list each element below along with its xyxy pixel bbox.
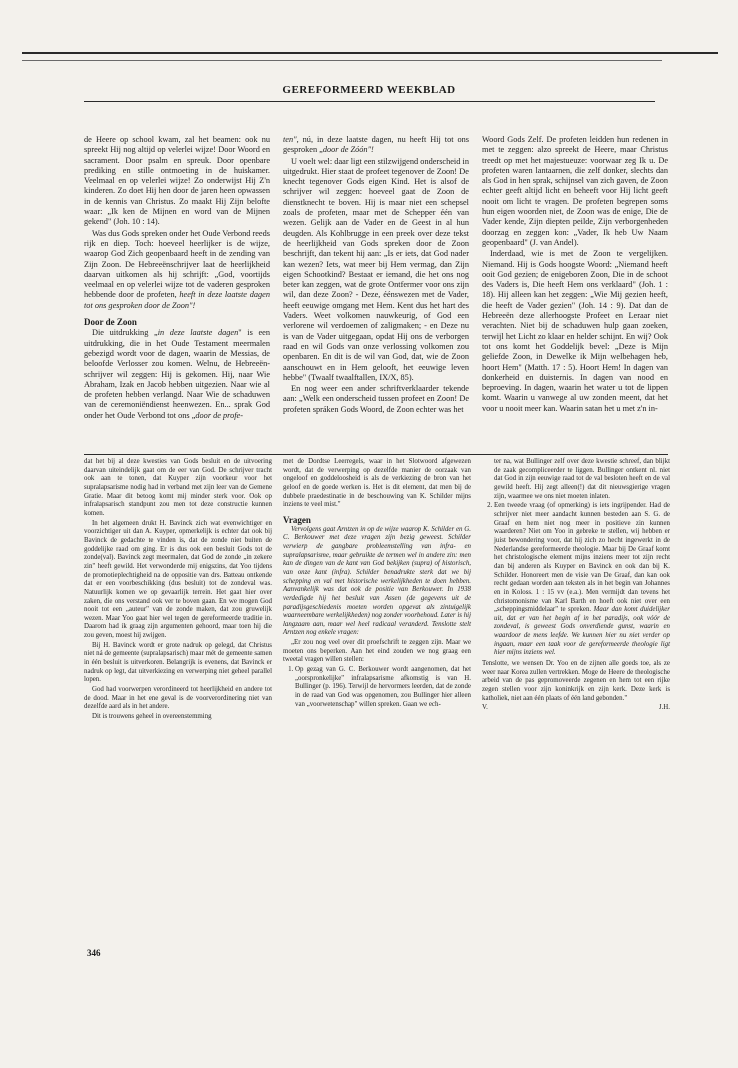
section-rule	[84, 454, 668, 455]
section-heading: Door de Zoon	[84, 317, 137, 328]
paragraph: Inderdaad, wie is met de Zoon te vergelijken. Niemand. Hij is Gods hoogste Woord: „Niemand heeft ooit God gezien; de enigeboren Zoon, Die in de schoot des Vaders is, Die heeft Hem ons verklaard" (Joh. 1 : 18). Hij alleen kan het zeggen: „Wie Mij gezien heeft, die heeft de Vader gezien" (Joh. 14 : 9). Dat dan de Hebreeën deze allerhoogste Profeet en Leraar niet verachten. Niet bij de schaduwen hulp gaan zoeken, terwijl het Licht zo klaar en helder schijnt. En wij? Ook tot ons komt het Goddelijk bevel: „Deze is Mijn geliefde Zoon, in Dewelke ik Mijn welbehagen heb, hoort Hem" (Matth. 17 : 5). Hoort Hem! In dagen van donkerheid en duisternis. In dagen van nood en beproeving. In dagen, waarin het water u tot de lippen komt. Waarin u vanwege al uw zonden meent, dat het voor u nooit meer kan. Waarin satan het u met z'n in-	[482, 249, 668, 413]
question-list-continued	[482, 502, 670, 658]
section-heading: Vragen	[283, 514, 311, 525]
paragraph: Vervolgens gaat Arntzen in op de wijze waarop K. Schilder en G. C. Berkouwer met deze vragen zijn bezig geweest. Schilder verwierp de gangbare probleemstelling van infra- en supralapsarisme, maar gebruikte de termen wel in andere zin: men kan de dingen van de kant van God bekijken (supra) of historisch, van onze kant (infra). Schilder benadrukte sterk dat we bij schepping en val met historische werkelijkheden te doen hebben. Aanvankelijk was dat ook de positie van Berkouwer. In 1938 verdedigde hij het besluit van Assen (de gegevens uit de paradijsgeschiedenis moeten worden opgevat als zintuigelijk waarneembare werkelijkheden) nog zonder voorbehoud. Later is hij langzaam aan, maar wel heel radicaal veranderd. Tenslotte stelt Arntzen nog enkele vragen:	[283, 525, 471, 637]
paragraph: Bij H. Bavinck wordt er grote nadruk op gelegd, dat Christus niet ná de gemeente (supralapsarisch) maar mét de gemeente samen in één besluit is uitverkoren. Belangrijk is evenens, dat Bavinck er nadruk op legt, dat uitverkiezing en verwerping niet geheel parallel lopen.	[84, 641, 272, 684]
paragraph: met de Dordtse Leerregels, waar in het Slotwoord afgewezen wordt, dat de verwerping op dezelfde manier de oorzaak van ongeloof en goddeloosheid is als de verkiezing de bron van het geloof en de goede werken is. Het is dit element, dat men bij de dubbele praedestinatie in de beschouwing van K. Schilder mijns inziens te veel mist."	[283, 458, 471, 509]
paragraph: U voelt wel: daar ligt een stilzwijgend onderscheid in uitgedrukt. Hier staat de profeet tegenover de Zoon! De knecht tegenover Gods eigen Kind. Het is alsof de schrijver wil zeggen: hoeveel gaat de Zoon de dienstknecht te boven. Hij is maar niet een schepsel zoals de profeten, maar met de Schepper één van wezen. Gelijk aan de Vader en de Geest in al hun deugden. Als Kohlbrugge in een preek over deze tekst de heerlijkheid van Gods spreken door de Zoon beschrijft, dan tekent hij aan: „Is er iets, dat God nader kan wezen? Iets, wat meer bij Hem vermag, dan Zijn eigen Schootkind? Bestaat er iemand, die het ons nog beter kan zeggen, wat de grote Ontfermer voor ons zijn wil, dan deze Zoon? - Deze, éénswezen met de Vader, heeft eeuwige omgang met Hem. Kent dus het hart des Vaders. Weet volkomen nauwkeurig, of God een verlorene wil verdoemen of zaligmaken; - en Deze nu is van de Vader uitgegaan, opdat Hij ons de verborgen raad en wil Gods van onze verlossing volkomen zou openbaren. En dit is de wil van God, dat, wie de Zoon aanschouwt en in Hem gelooft, het eeuwige leven hebbe" (Twaalf twaalftallen, IX/X, 85).	[283, 156, 469, 382]
paragraph: de Heere op school kwam, zal het beamen: ook nu spreekt Hij nog altijd op velerlei wijze! Door Woord en sacrament. Door psalm en spreuk. Door openbare prediking en stille ontmoeting in de huiskamer. Veelmaal en op velerlei wijze! Zo onderwijst Hij Z'n kinderen. Zo doet Hij hen door de jaren heen opwassen in de kennis van Christus. Zo maakt Hij Zijn belofte waar: „Ik ken de Mijnen en word van de Mijnen gekend" (Joh. 10 : 14).	[84, 135, 270, 227]
top-column-2	[283, 135, 469, 416]
page-header: GEREFORMEERD WEEKBLAD	[282, 84, 456, 96]
signature-left: V.	[482, 704, 488, 712]
list-item: 1. Op gezag van G. C. Berkouwer wordt aangenomen, dat het „oorspronkelijke" infralapsarisme afkomstig is van H. Bullinger (p. 196). Terwijl de hervormers leerden, dat de zonde in de raad van God was opgenomen, zou Bullinger hier alleen van „voorwetenschap" willen spreken. Gaan we ech-	[295, 666, 471, 709]
paragraph: Woord Gods Zelf. De profeten leidden hun redenen in met te zeggen: alzo spreekt de Heere, maar Christus treedt op met het majestueuze: voorwaar zeg Ik u. De profeten waren lantaarnen, die zelf donker, slechts dan als God in hen sprak, schijnsel van zich gaven, de Zoon echter geeft altijd licht en beheeft voor Hij licht geeft nooit om licht te vragen. De profeten begrepen soms hun eigen woorden niet, de Zoon was de enige, Die de Vader kende, Zijn diepten peilde, Zijn verborgenheden doorzag en zeggen kon: „Vader, Ik heb Uw Naam geopenbaard" (J. van Andel).	[482, 135, 668, 247]
top-rule-thick	[22, 52, 718, 54]
top-rule-thin	[22, 60, 662, 61]
paragraph: God had voorwerpen verordineerd tot heerlijkheid en andere tot de dood. Maar in het ene geval is de voorverordinering niet van dezelfde aard als in het andere.	[84, 686, 272, 711]
paragraph: „Er zou nog veel over dit proefschrift te zeggen zijn. Maar we moeten ons beperken. Aan het eind zouden we nog graag een tweetal vragen willen stellen:	[283, 639, 471, 664]
paragraph: ten", nú, in deze laatste dagen, nu heeft Hij tot ons gesproken „door de Zóón"!	[283, 135, 469, 155]
paragraph: Was dus Gods spreken onder het Oude Verbond reeds rijk en diep. Toch: hoeveel heerlijker is de wijze, waarop God Zich geopenbaard heeft in de zending van Zijn Zoon. De Hebreeënschrijver laat de heerlijkheid daarvan uitkomen als hij schrijft: „God, voortijds veelmaal en op velerlei wijze tot de vaderen gesproken hebbende door de profeten, heeft in deze laatste dagen tot ons gesproken door de Zoon"!	[84, 228, 270, 310]
paragraph: Tenslotte, we wensen Dr. Yoo en de zijnen alle goeds toe, als ze weer naar Korea zullen vertrekken. Moge de Heere de theologische arbeid van de pas gepromoveerde zegenen en hem tot een rijke zegen stellen voor zijn koninkrijk en zijn kerk. Deze kerk is katholiek, niet aan één plaats of één land gebonden."	[482, 660, 670, 702]
paragraph: En nog weer een ander schriftverklaarder tekende aan: „Welk een onderscheid tussen profeet en Zoon! De profeten spráken Gods Woord, de Zoon echter was het	[283, 384, 469, 414]
paragraph: dat het bij al deze kwesties van Gods besluit en de uitvoering daarvan uiteindelijk gaat om de eer van God. De schrijver tracht ook aan te tonen, dat Kuyper zijn voorkeur voor het supralapsarisme nodig had in verband met zijn leer van de Gemene Gratie. Maar dit betoog komt mij minder sterk voor. Ook op infralapsarisch standpunt zou men tot deze constructie kunnen komen.	[84, 458, 272, 517]
page-number: 346	[87, 948, 101, 958]
top-column-1	[84, 135, 270, 422]
paragraph: ter na, wat Bullinger zelf over deze kwestie schreef, dan blijkt de zaak gecompliceerder te liggen. Bullinger ontkent nl. niet dat God in zijn eeuwige raad tot de val besloten heeft en de val gewild heeft. Hij zegt alleen(!) dat dit nieuwsgierige vragen zijn, waarmee we ons niet moeten inlaten.	[494, 458, 670, 500]
question-list	[283, 666, 471, 709]
bottom-column-2	[283, 458, 471, 711]
paragraph: In het algemeen drukt H. Bavinck zich wat evenwichtiger en voorzichtiger uit dan A. Kuyper, opmerkelijk is echter dat ook bij Bavinck de gedachte te vinden is, dat de zonde niet buiten de goddelijke raad om ging. Er is dus ook een besluit Gods tot de zonde(val). Bavinck zegt meermalen, dat God de zonde „in zekere zin" heeft gewild. Het verwonderde mij enigszins, dat Yoo tijdens de promotieplechtigheid na de oppositie van drs. Batteau ontkende dat er een voorbeschikking (dus besluit) tot de zondeval was. Natuurlijk komen we op gevaarlijk terrein. Het gaat hier over zaken, die ons verstand ook ver te boven gaan. En we mogen God nooit tot een „auteur" van de zonde maken, dat zou gruwelijk wezen. Maar Yoo gaat hier wel tegen de gereformeerde traditie in. Daarom had ik graag zijn argumenten gehoord, maar toen hij die zou geven, moest hij zwijgen.	[84, 519, 272, 640]
paragraph: Dit is trouwens geheel in overeenstemming	[92, 713, 212, 721]
top-column-3	[482, 135, 668, 415]
signature-right: J.H.	[658, 704, 670, 712]
signature-line	[482, 704, 670, 713]
header-rule	[84, 101, 655, 102]
paragraph: Die uitdrukking „in deze laatste dagen" is een uitdrukking, die in het Oude Testament meermalen gebezigd wordt voor de dagen, waarin de Messias, de beloofde Verlosser zou komen. Welnu, de Hebreeën-schrijver wil zeggen: Hij is gekomen. Hij, naar Wie Abraham, Izak en Jacob hebben uitgezien. Naar wie al de profeten hebben verlangd. Naar Wie de schaduwen van de ceremoniëndienst heenwezen. En... sprak God onder het Oude Verbond tot ons „door de profe-	[84, 328, 270, 420]
list-item: 2. Een tweede vraag (of opmerking) is iets ingrijpender. Had de schrijver niet meer aandacht kunnen besteden aan S. G. de Graaf en hem niet nog meer in positieve zin kunnen waarderen? Niet om Yoo in gebreke te stellen, wij hebben er juist bewondering voor, dat hij zich zo hecht ingewerkt in de Nederlandse gereformeerde theologie. Maar bij De Graaf komt het christologische element mijns inziens meer tot zijn recht dan bij anderen als Kuyper en Bavinck en ook dan bij K. Schilder. Honoreert men de visie van De Graaf, dan kan ook recht gedaan worden aan teksten als in het begin van Johannes en in Koloss. 1 : 15 vv (e.a.). Men vermijdt dan tevens het christomonisme van Karl Barth en hoeft ook niet over een „scheppingsmiddelaar" te spreken. Maar dan komt duidelijker uit, dat er van het begin af in het paradijs, ook vóór de zondeval, is geweest Gods onverdiende gunst, waarin en waardoor de mens leefde. We kunnen hier nu niet verder op ingaan, maar een taak voor de gereformeerde theologie ligt hier mijns inziens wel.	[494, 502, 670, 658]
bottom-column-3	[482, 458, 670, 713]
bottom-column-1	[84, 458, 272, 723]
